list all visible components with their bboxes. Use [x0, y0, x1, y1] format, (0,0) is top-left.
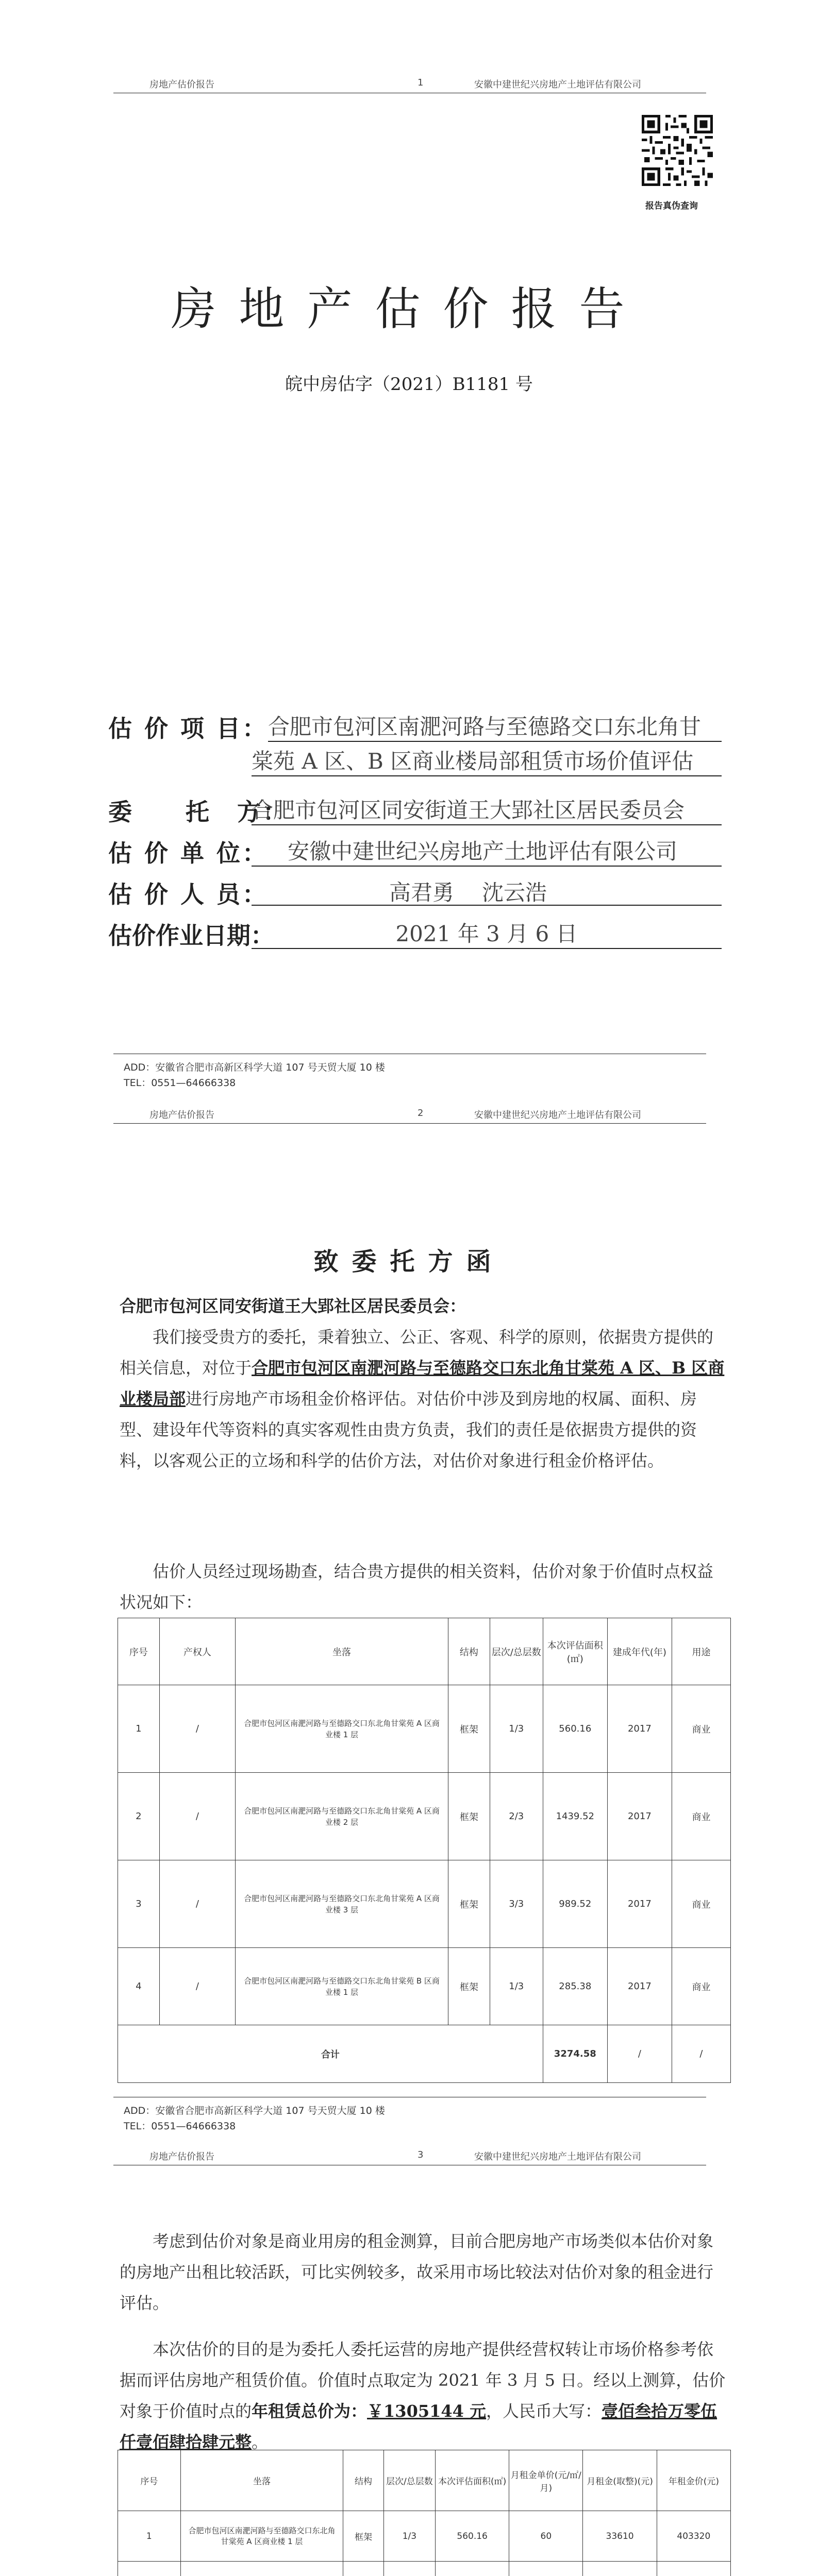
- th-location: 坐落: [236, 1618, 448, 1685]
- th-area: 本次评估面积(㎡): [543, 1618, 607, 1685]
- page2-header-left: 房地产估价报告: [149, 1110, 214, 1121]
- cell-owner: /: [159, 1948, 235, 2025]
- cell-structure: 框架: [448, 1948, 490, 2025]
- project-label: 估 价 项 目：: [108, 715, 269, 742]
- page3-para2-f: 。: [252, 2432, 269, 2452]
- cell-area: 989.52: [543, 1860, 607, 1948]
- th-floor: 层次/总层数: [490, 1618, 543, 1685]
- staff-value-1: 高君勇: [389, 880, 455, 905]
- cell-floor: 1/3: [490, 1685, 543, 1773]
- page3-header-page: 3: [418, 2149, 424, 2160]
- cell-year: 2017: [607, 1948, 672, 2025]
- cell-location: 合肥市包河区南淝河路与至德路交口东北角甘棠苑 A 区商业楼 2 层: [236, 1773, 448, 1860]
- cell-no: 1: [118, 1685, 160, 1773]
- cell-year: 2017: [607, 1685, 672, 1773]
- cell-unit-price: 60: [509, 2511, 583, 2562]
- client-value: 合肥市包河区同安街道王大郢社区居民委员会: [252, 793, 722, 825]
- date-value: 2021 年 3 月 6 日: [252, 917, 722, 949]
- qr-code-icon[interactable]: [639, 112, 715, 189]
- cell-total-year: /: [607, 2025, 672, 2083]
- cell-floor: 3/3: [490, 1860, 543, 1948]
- cell-owner: /: [159, 1860, 235, 1948]
- page3-para2-a: 本次估价的目的是为委托人委托运营的房地产提供经营权转让市场价格参考依据而评估房地产租赁价值。价值时点取定为 2021 年 3 月 5 日。经以上测算，估价对象于价值时点的: [120, 2340, 726, 2421]
- page3-para2-total-value: ￥1305144 元: [367, 2401, 487, 2421]
- client-label: 委 托 方：: [108, 798, 289, 826]
- page3-paragraph-1: 考虑到估价对象是商业用房的租金测算，目前合肥房地产市场类似本估价对象的房地产出租比较活跃，可比实例较多，故采用市场比较法对估价对象的租金进行评估。: [120, 2231, 714, 2313]
- page2-footer-tel: TEL：0551—64666338: [124, 2121, 236, 2132]
- cell-unit-price: [509, 2562, 583, 2576]
- cell-location: 合肥市包河区南淝河路与至德路交口东北角甘棠苑 A 区商业楼 1 层: [236, 1685, 448, 1773]
- cell-month-rent: 33610: [583, 2511, 657, 2562]
- page2-header-page: 2: [418, 1108, 424, 1118]
- page3-para2-total-words: 壹佰叁拾万零伍仟壹佰肆拾肆元整: [120, 2401, 717, 2452]
- th-structure: 结构: [343, 2450, 384, 2511]
- th-floor: 层次/总层数: [383, 2450, 435, 2511]
- staff-label: 估 价 人 员：: [108, 880, 269, 908]
- letter-title: 致委托方函: [313, 1247, 505, 1276]
- report-title: 房地产估价报告: [171, 282, 647, 335]
- cell-no: 1: [118, 2511, 181, 2562]
- cell-year-rent: 403320: [657, 2511, 730, 2562]
- page2-footer-address: ADD：安徽省合肥市高新区科学大道 107 号天贸大厦 10 楼: [124, 2105, 385, 2116]
- page3-paragraph-2: [120, 2334, 728, 2458]
- cell-no: [118, 2562, 181, 2576]
- date-label: 估价作业日期：: [108, 922, 274, 950]
- project-value-line1: 合肥市包河区南淝河路与至德路交口东北角甘: [268, 710, 722, 742]
- table-row: [118, 2562, 731, 2576]
- cell-year: 2017: [607, 1773, 672, 1860]
- cell-structure: 框架: [448, 1773, 490, 1860]
- th-year-rent: 年租金价(元): [657, 2450, 730, 2511]
- cell-total-area: 3274.58: [543, 2025, 607, 2083]
- table-row: [118, 1948, 731, 2025]
- th-area: 本次评估面积(㎡): [436, 2450, 509, 2511]
- appraiser-label: 估 价 单 位：: [108, 839, 269, 867]
- cell-use: 商业: [672, 1860, 730, 1948]
- letter-para1-c: 进行房地产市场租金价格评估。对估价中涉及到房地的权属、面积、房型、建设年代等资料的真实客观性由贵方负责，我们的责任是依据贵方提供的资料，以客观公正的立场和科学的估价方法，对估价对象进行租金价格评估。: [120, 1389, 697, 1470]
- table-row: [118, 2511, 731, 2562]
- document-number: 皖中房估字（2021）B1181 号: [285, 374, 533, 395]
- property-rights-table: [118, 1618, 731, 2083]
- cell-location: 合肥市包河区南淝河路与至德路交口东北角甘棠苑 A 区商业楼 1 层: [180, 2511, 343, 2562]
- page2-header-right: 安徽中建世纪兴房地产土地评估有限公司: [474, 1110, 641, 1121]
- cell-use: 商业: [672, 1773, 730, 1860]
- page3-header-left: 房地产估价报告: [149, 2151, 214, 2162]
- th-use: 用途: [672, 1618, 730, 1685]
- letter-paragraph-1: [120, 1321, 728, 1476]
- th-no: 序号: [118, 2450, 181, 2511]
- cell-use: 商业: [672, 1948, 730, 2025]
- table-header-row: [118, 1618, 731, 1685]
- cell-location: [180, 2562, 343, 2576]
- th-month-rent: 月租金(取整)(元): [583, 2450, 657, 2511]
- cell-owner: /: [159, 1685, 235, 1773]
- appraiser-value: 安徽中建世纪兴房地产土地评估有限公司: [252, 835, 722, 867]
- cell-owner: /: [159, 1773, 235, 1860]
- cell-area: 560.16: [436, 2511, 509, 2562]
- cell-floor: 1/3: [490, 1948, 543, 2025]
- cell-year-rent: [657, 2562, 730, 2576]
- cell-location: 合肥市包河区南淝河路与至德路交口东北角甘棠苑 A 区商业楼 3 层: [236, 1860, 448, 1948]
- cell-total-label: 合计: [118, 2025, 543, 2083]
- page1-footer-tel: TEL：0551—64666338: [124, 1077, 236, 1089]
- letter-para1-a: 我们接受贵方的委托，秉着独立、公正、客观、科学的原则，依据贵方提供的相关信息，对位于: [120, 1327, 714, 1378]
- cell-area: [436, 2562, 509, 2576]
- cell-structure: 框架: [343, 2511, 384, 2562]
- cell-floor: 1/3: [383, 2511, 435, 2562]
- cell-no: 3: [118, 1860, 160, 1948]
- page1-header-page: 1: [418, 77, 424, 88]
- th-year: 建成年代(年): [607, 1618, 672, 1685]
- th-structure: 结构: [448, 1618, 490, 1685]
- page1-header-left: 房地产估价报告: [149, 79, 214, 90]
- letter-recipient: 合肥市包河区同安街道王大郢社区居民委员会：: [120, 1296, 466, 1316]
- cell-area: 285.38: [543, 1948, 607, 2025]
- table-total-row: [118, 2025, 731, 2083]
- page1-footer-address: ADD：安徽省合肥市高新区科学大道 107 号天贸大厦 10 楼: [124, 1062, 385, 1073]
- cell-year: 2017: [607, 1860, 672, 1948]
- th-unit-price: 月租金单价(元/㎡/月): [509, 2450, 583, 2511]
- cell-area: 560.16: [543, 1685, 607, 1773]
- table-row: [118, 1685, 731, 1773]
- cell-month-rent: [583, 2562, 657, 2576]
- project-value-line2: 棠苑 A 区、B 区商业楼局部租赁市场价值评估: [252, 744, 722, 776]
- cell-structure: 框架: [448, 1860, 490, 1948]
- cell-structure: [343, 2562, 384, 2576]
- page3-header-right: 安徽中建世纪兴房地产土地评估有限公司: [474, 2151, 641, 2162]
- page3-para2-total-label: 年租赁总价为：: [252, 2401, 368, 2421]
- table-row: [118, 1860, 731, 1948]
- table-header-row: [118, 2450, 731, 2511]
- cell-floor: 2/3: [490, 1773, 543, 1860]
- page1-header-right: 安徽中建世纪兴房地产土地评估有限公司: [474, 79, 641, 90]
- table-row: [118, 1773, 731, 1860]
- cell-use: 商业: [672, 1685, 730, 1773]
- th-location: 坐落: [180, 2450, 343, 2511]
- cell-no: 2: [118, 1773, 160, 1860]
- cell-area: 1439.52: [543, 1773, 607, 1860]
- page2-header-rule: [113, 1123, 706, 1124]
- cell-structure: 框架: [448, 1685, 490, 1773]
- page3-para2-d: ，人民币大写：: [486, 2401, 602, 2421]
- letter-paragraph-2: 估价人员经过现场勘查，结合贵方提供的相关资料，估价对象于价值时点权益状况如下：: [120, 1562, 714, 1612]
- cell-no: 4: [118, 1948, 160, 2025]
- th-no: 序号: [118, 1618, 160, 1685]
- th-owner: 产权人: [159, 1618, 235, 1685]
- staff-value-2: 沈云浩: [482, 880, 547, 905]
- letter-para1-subject: 合肥市包河区南淝河路与至德路交口东北角甘棠苑 A 区、B 区商业楼局部: [120, 1358, 725, 1409]
- rent-valuation-table: [118, 2450, 731, 2576]
- qr-caption: 报告真伪查询: [645, 201, 698, 211]
- cell-total-use: /: [672, 2025, 730, 2083]
- cell-location: 合肥市包河区南淝河路与至德路交口东北角甘棠苑 B 区商业楼 1 层: [236, 1948, 448, 2025]
- cell-floor: [383, 2562, 435, 2576]
